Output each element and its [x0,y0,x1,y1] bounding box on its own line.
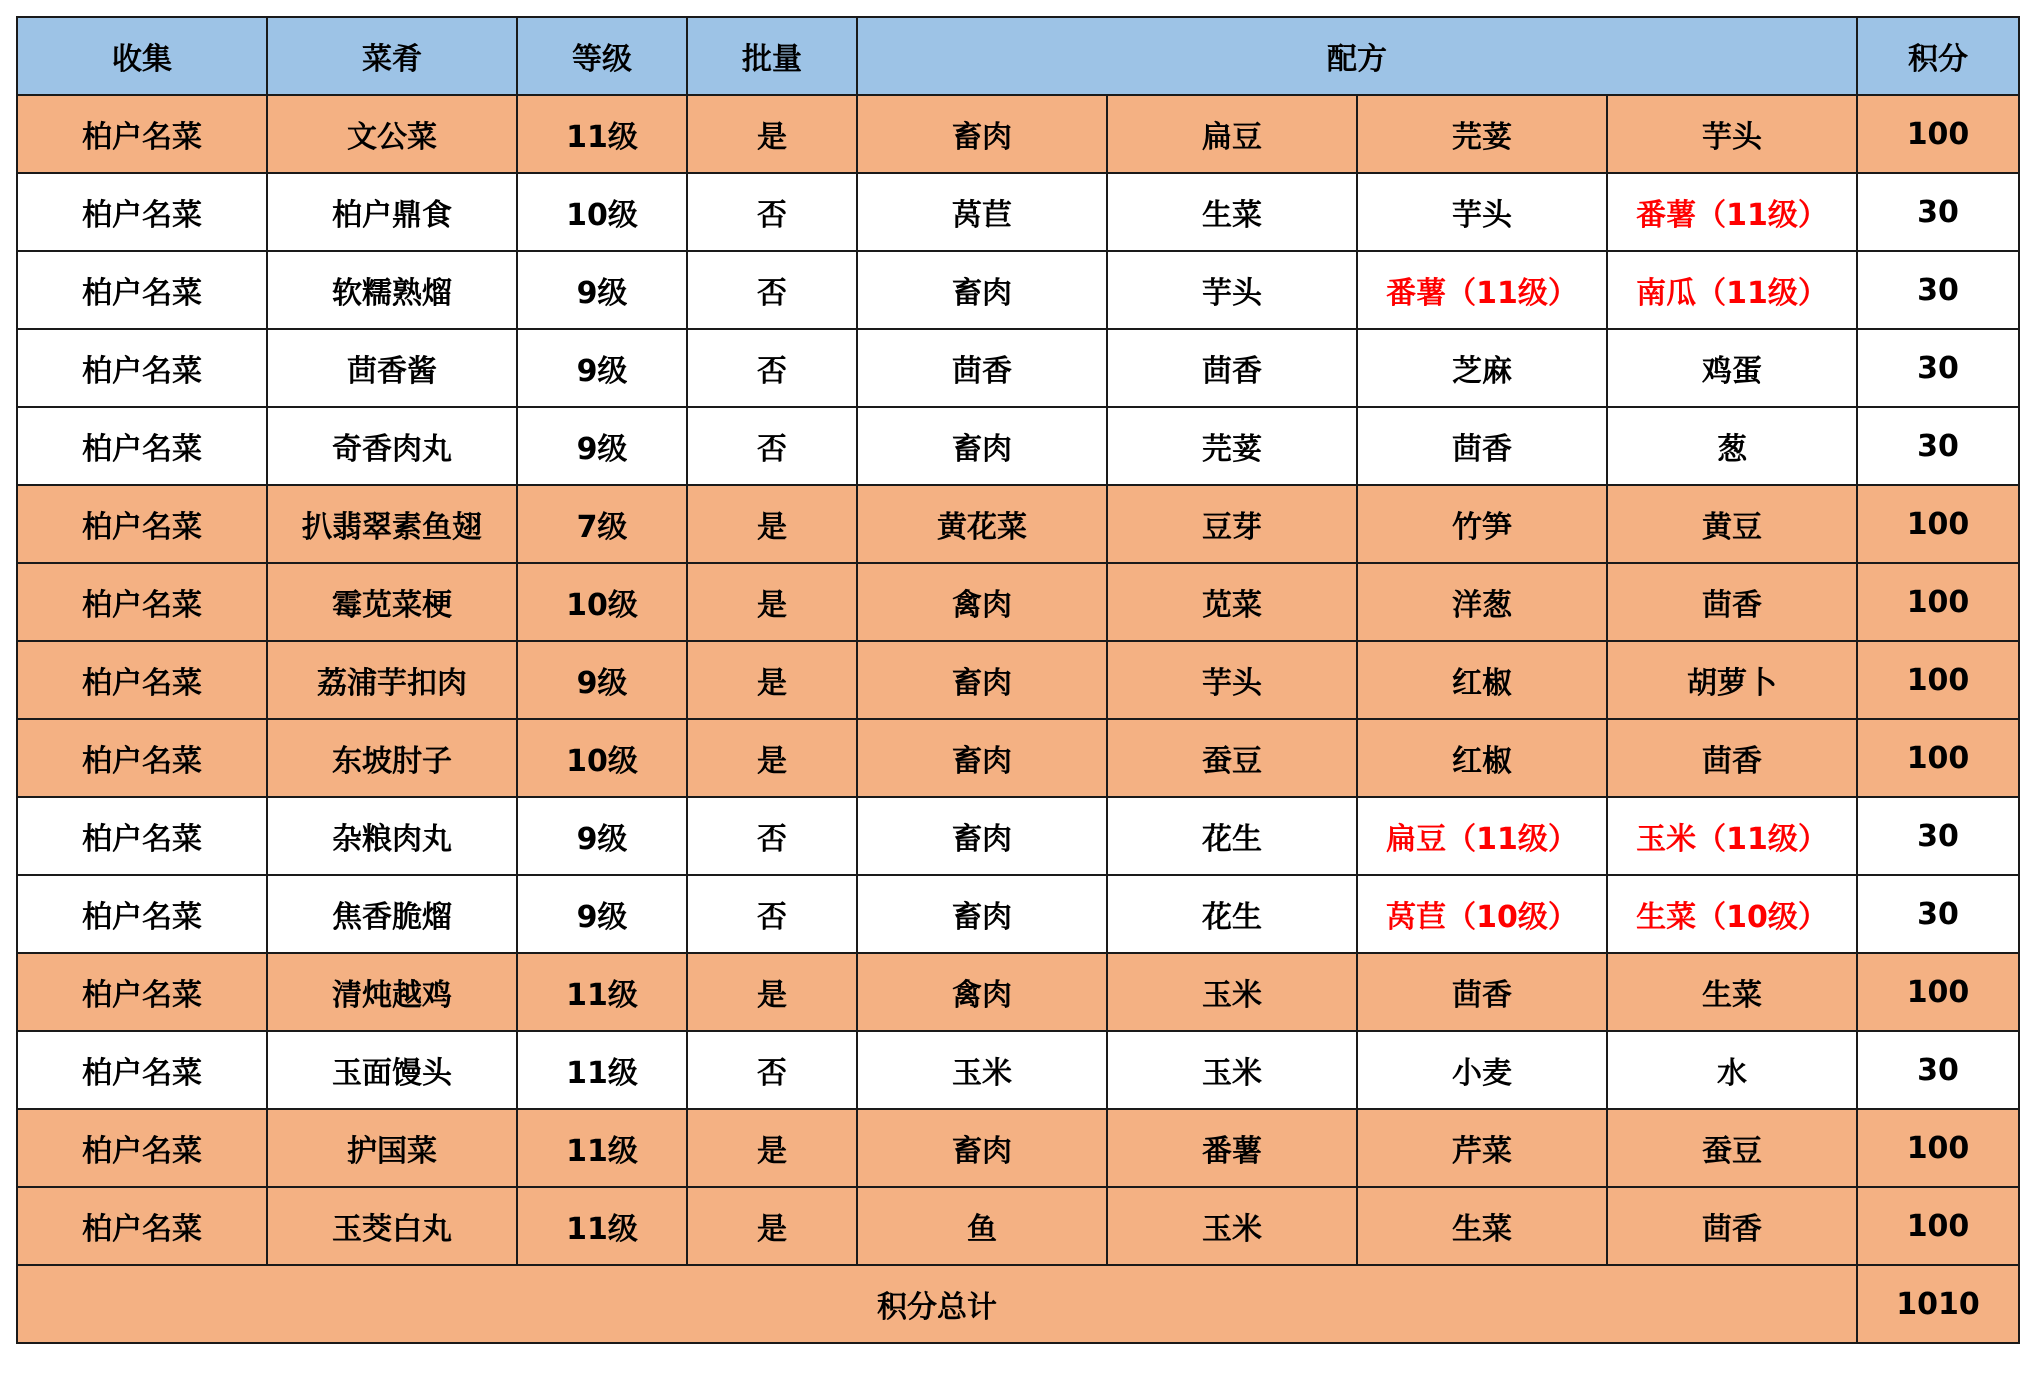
header-batch: 批量 [687,17,857,95]
cell-ingredient: 生菜（10级） [1607,875,1857,953]
cell-level: 10级 [517,563,687,641]
cell-ingredient: 畜肉 [857,797,1107,875]
cell-ingredient: 芋头 [1357,173,1607,251]
cell-ingredient: 禽肉 [857,563,1107,641]
cell-ingredient: 莴苣（10级） [1357,875,1607,953]
cell-ingredient: 玉米 [1107,1187,1357,1265]
cell-batch: 否 [687,329,857,407]
cell-dish: 护国菜 [267,1109,517,1187]
cell-dish: 清炖越鸡 [267,953,517,1031]
cell-ingredient: 禽肉 [857,953,1107,1031]
cell-ingredient: 芫荽 [1107,407,1357,485]
table-row [17,1109,2019,1187]
recipe-table [16,16,2020,1344]
cell-collection: 柏户名菜 [17,173,267,251]
cell-ingredient: 玉米（11级） [1607,797,1857,875]
table-row [17,719,2019,797]
cell-ingredient: 花生 [1107,875,1357,953]
cell-ingredient: 芝麻 [1357,329,1607,407]
cell-collection: 柏户名菜 [17,485,267,563]
cell-batch: 是 [687,1187,857,1265]
cell-collection: 柏户名菜 [17,1031,267,1109]
cell-points: 100 [1857,641,2019,719]
cell-level: 11级 [517,1031,687,1109]
cell-batch: 否 [687,875,857,953]
table-row [17,95,2019,173]
cell-batch: 否 [687,797,857,875]
cell-ingredient: 番薯（11级） [1357,251,1607,329]
cell-batch: 是 [687,563,857,641]
cell-level: 9级 [517,251,687,329]
cell-level: 11级 [517,1109,687,1187]
cell-ingredient: 红椒 [1357,641,1607,719]
cell-ingredient: 茴香 [1607,719,1857,797]
cell-ingredient: 黄花菜 [857,485,1107,563]
table-row [17,173,2019,251]
cell-dish: 茴香酱 [267,329,517,407]
cell-ingredient: 水 [1607,1031,1857,1109]
total-label: 积分总计 [17,1265,1857,1343]
cell-ingredient: 豆芽 [1107,485,1357,563]
cell-batch: 否 [687,173,857,251]
cell-ingredient: 畜肉 [857,875,1107,953]
cell-level: 11级 [517,953,687,1031]
cell-dish: 柏户鼎食 [267,173,517,251]
cell-points: 30 [1857,329,2019,407]
table-row [17,953,2019,1031]
cell-collection: 柏户名菜 [17,953,267,1031]
table-body [17,95,2019,1265]
recipe-sheet [16,16,2020,1344]
cell-ingredient: 畜肉 [857,641,1107,719]
header-collection: 收集 [17,17,267,95]
header-points: 积分 [1857,17,2019,95]
cell-collection: 柏户名菜 [17,407,267,485]
cell-ingredient: 生菜 [1357,1187,1607,1265]
cell-points: 100 [1857,1187,2019,1265]
cell-collection: 柏户名菜 [17,1109,267,1187]
cell-dish: 奇香肉丸 [267,407,517,485]
cell-ingredient: 苋菜 [1107,563,1357,641]
cell-ingredient: 畜肉 [857,719,1107,797]
table-row [17,797,2019,875]
cell-batch: 是 [687,953,857,1031]
cell-collection: 柏户名菜 [17,641,267,719]
table-footer [17,1265,2019,1343]
total-row [17,1265,2019,1343]
cell-batch: 是 [687,719,857,797]
cell-ingredient: 芋头 [1607,95,1857,173]
table-row [17,563,2019,641]
cell-dish: 东坡肘子 [267,719,517,797]
cell-dish: 玉面馒头 [267,1031,517,1109]
cell-level: 9级 [517,641,687,719]
cell-points: 100 [1857,953,2019,1031]
table-row [17,641,2019,719]
cell-ingredient: 花生 [1107,797,1357,875]
cell-ingredient: 蚕豆 [1107,719,1357,797]
table-row [17,1187,2019,1265]
cell-collection: 柏户名菜 [17,329,267,407]
cell-points: 100 [1857,719,2019,797]
cell-collection: 柏户名菜 [17,719,267,797]
cell-dish: 文公菜 [267,95,517,173]
cell-ingredient: 葱 [1607,407,1857,485]
cell-ingredient: 莴苣 [857,173,1107,251]
cell-ingredient: 芋头 [1107,251,1357,329]
cell-ingredient: 胡萝卜 [1607,641,1857,719]
cell-ingredient: 洋葱 [1357,563,1607,641]
table-row [17,875,2019,953]
cell-points: 30 [1857,173,2019,251]
cell-collection: 柏户名菜 [17,95,267,173]
cell-dish: 霉苋菜梗 [267,563,517,641]
cell-ingredient: 畜肉 [857,251,1107,329]
cell-points: 100 [1857,1109,2019,1187]
cell-ingredient: 玉米 [1107,1031,1357,1109]
cell-batch: 是 [687,1109,857,1187]
cell-ingredient: 竹笋 [1357,485,1607,563]
cell-points: 100 [1857,563,2019,641]
cell-points: 30 [1857,251,2019,329]
total-value: 1010 [1857,1265,2019,1343]
cell-batch: 否 [687,1031,857,1109]
cell-level: 11级 [517,95,687,173]
cell-level: 9级 [517,875,687,953]
cell-batch: 否 [687,407,857,485]
cell-ingredient: 扁豆（11级） [1357,797,1607,875]
cell-points: 30 [1857,797,2019,875]
table-header [17,17,2019,95]
cell-ingredient: 芫荽 [1357,95,1607,173]
cell-points: 100 [1857,485,2019,563]
cell-ingredient: 畜肉 [857,95,1107,173]
cell-ingredient: 黄豆 [1607,485,1857,563]
cell-level: 9级 [517,407,687,485]
cell-ingredient: 蚕豆 [1607,1109,1857,1187]
header-dish: 菜肴 [267,17,517,95]
cell-ingredient: 番薯 [1107,1109,1357,1187]
cell-ingredient: 玉米 [857,1031,1107,1109]
cell-points: 30 [1857,407,2019,485]
cell-points: 100 [1857,95,2019,173]
cell-ingredient: 茴香 [857,329,1107,407]
header-row [17,17,2019,95]
table-row [17,407,2019,485]
cell-level: 10级 [517,719,687,797]
cell-ingredient: 茴香 [1357,407,1607,485]
cell-level: 11级 [517,1187,687,1265]
cell-collection: 柏户名菜 [17,1187,267,1265]
cell-batch: 是 [687,95,857,173]
cell-ingredient: 芹菜 [1357,1109,1607,1187]
cell-ingredient: 芋头 [1107,641,1357,719]
cell-batch: 是 [687,641,857,719]
cell-ingredient: 生菜 [1107,173,1357,251]
cell-ingredient: 南瓜（11级） [1607,251,1857,329]
table-row [17,251,2019,329]
cell-ingredient: 茴香 [1357,953,1607,1031]
cell-dish: 玉茭白丸 [267,1187,517,1265]
cell-dish: 焦香脆熘 [267,875,517,953]
table-row [17,1031,2019,1109]
cell-ingredient: 茴香 [1607,1187,1857,1265]
cell-dish: 荔浦芋扣肉 [267,641,517,719]
cell-ingredient: 番薯（11级） [1607,173,1857,251]
cell-collection: 柏户名菜 [17,563,267,641]
cell-collection: 柏户名菜 [17,797,267,875]
cell-dish: 杂粮肉丸 [267,797,517,875]
cell-ingredient: 畜肉 [857,1109,1107,1187]
cell-ingredient: 红椒 [1357,719,1607,797]
table-row [17,329,2019,407]
cell-batch: 是 [687,485,857,563]
cell-ingredient: 玉米 [1107,953,1357,1031]
cell-ingredient: 鱼 [857,1187,1107,1265]
cell-ingredient: 鸡蛋 [1607,329,1857,407]
cell-level: 9级 [517,797,687,875]
header-level: 等级 [517,17,687,95]
cell-points: 30 [1857,1031,2019,1109]
header-recipe: 配方 [857,17,1857,95]
cell-dish: 扒翡翠素鱼翅 [267,485,517,563]
table-row [17,485,2019,563]
cell-level: 10级 [517,173,687,251]
cell-ingredient: 茴香 [1607,563,1857,641]
cell-level: 9级 [517,329,687,407]
cell-level: 7级 [517,485,687,563]
cell-ingredient: 茴香 [1107,329,1357,407]
cell-ingredient: 小麦 [1357,1031,1607,1109]
cell-points: 30 [1857,875,2019,953]
cell-batch: 否 [687,251,857,329]
cell-dish: 软糯熟熘 [267,251,517,329]
cell-ingredient: 扁豆 [1107,95,1357,173]
cell-ingredient: 生菜 [1607,953,1857,1031]
cell-collection: 柏户名菜 [17,251,267,329]
cell-ingredient: 畜肉 [857,407,1107,485]
cell-collection: 柏户名菜 [17,875,267,953]
